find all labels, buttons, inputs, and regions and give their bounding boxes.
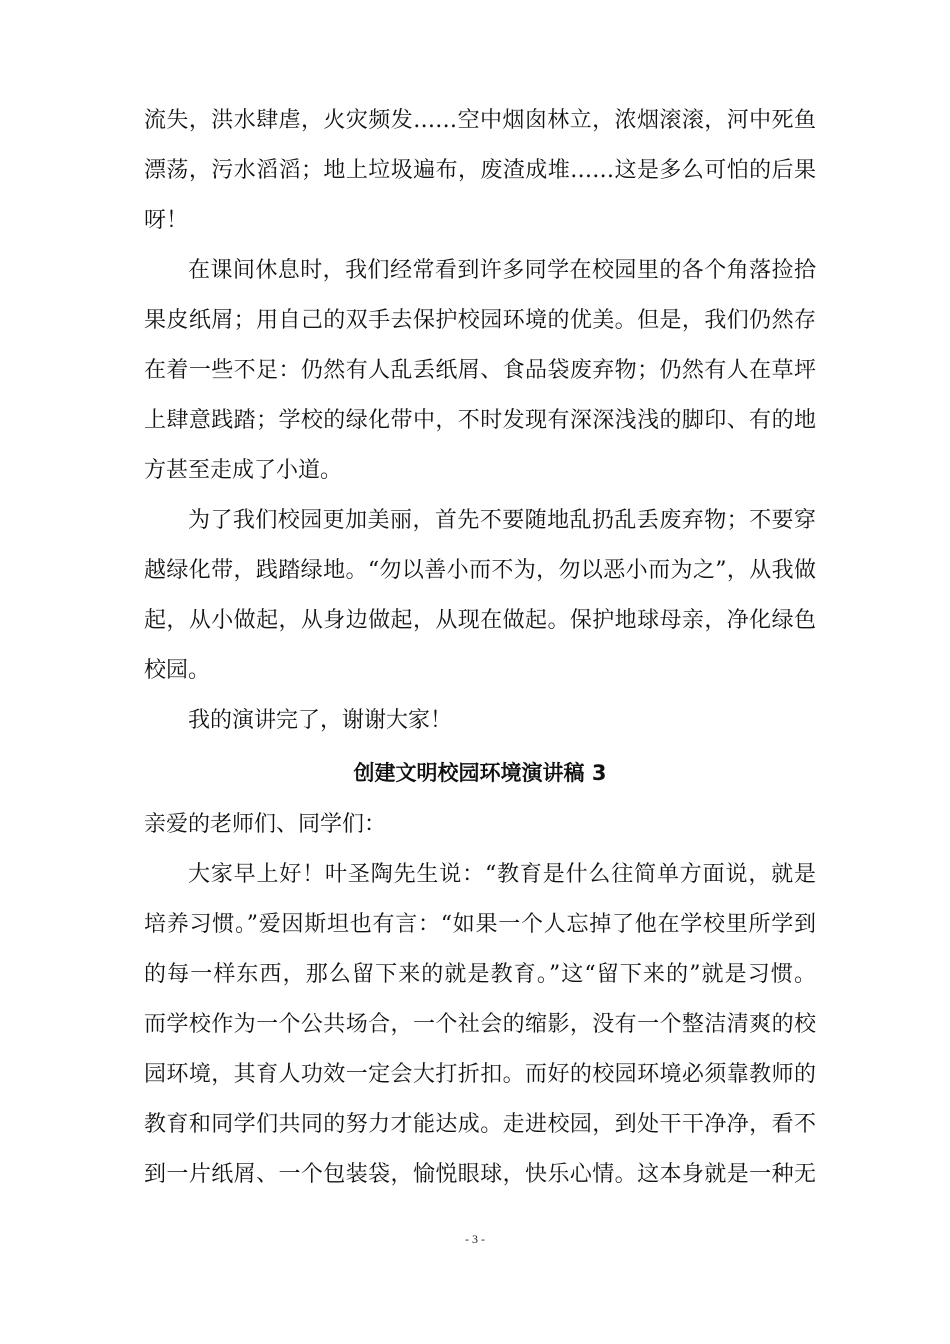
- document-body: [144, 96, 816, 1200]
- paragraph-closing: [144, 696, 816, 746]
- text-line: 而学校作为一个公共场合，一个社会的缩影，没有一个整洁清爽的校: [144, 1012, 816, 1037]
- text-line: 在着一些不足：仍然有人乱丢纸屑、食品袋废弃物；仍然有人在草坪: [144, 358, 816, 383]
- text-line: 教育和同学们共同的努力才能达成。走进校园，到处干干净净，看不: [144, 1112, 816, 1137]
- text-line: 为了我们校园更加美丽，首先不要随地乱扔乱丢废弃物；不要穿: [188, 508, 816, 533]
- text-line: 校园。: [144, 658, 211, 683]
- paragraph-continuation: [144, 96, 816, 246]
- text-line: 流失，洪水肆虐，火灾频发……空中烟囱林立，浓烟滚滚，河中死鱼: [144, 108, 816, 133]
- text-line: 我的演讲完了，谢谢大家！: [188, 708, 453, 733]
- text-line: 到一片纸屑、一个包装袋，愉悦眼球，快乐心情。这本身就是一种无: [144, 1162, 816, 1187]
- greeting: 亲爱的老师们、同学们：: [144, 812, 387, 837]
- text-line: 越绿化带，践踏绿地。“勿以善小而不为，勿以恶小而为之”，从我做: [144, 558, 816, 583]
- paragraph-recess: [144, 246, 816, 496]
- text-line: 漂荡，污水滔滔；地上垃圾遍布，废渣成堆……这是多么可怕的后果: [144, 158, 816, 183]
- paragraph-opening: [144, 850, 816, 1200]
- text-line: 方甚至走成了小道。: [144, 458, 343, 483]
- text-line: 上肆意践踏；学校的绿化带中，不时发现有深深浅浅的脚印、有的地: [144, 408, 816, 433]
- paragraph-call-to-action: [144, 496, 816, 696]
- page-number: - 3 -: [465, 1232, 485, 1246]
- text-line: 在课间休息时，我们经常看到许多同学在校园里的各个角落捡拾: [188, 258, 816, 283]
- text-line: 起，从小做起，从身边做起，从现在做起。保护地球母亲，净化绿色: [144, 608, 816, 633]
- text-line: 果皮纸屑；用自己的双手去保护校园环境的优美。但是，我们仍然存: [144, 308, 816, 333]
- text-line: 呀！: [144, 208, 189, 233]
- section-title: 创建文明校园环境演讲稿 3: [353, 761, 607, 785]
- text-line: 大家早上好！叶圣陶先生说：“教育是什么往简单方面说，就是: [188, 862, 816, 887]
- text-line: 园环境，其育人功效一定会大打折扣。而好的校园环境必须靠教师的: [144, 1062, 816, 1087]
- text-line: 的每一样东西，那么留下来的就是教育。”这“留下来的”就是习惯。: [144, 962, 816, 987]
- text-line: 培养习惯。”爱因斯坦也有言：“如果一个人忘掉了他在学校里所学到: [144, 912, 816, 937]
